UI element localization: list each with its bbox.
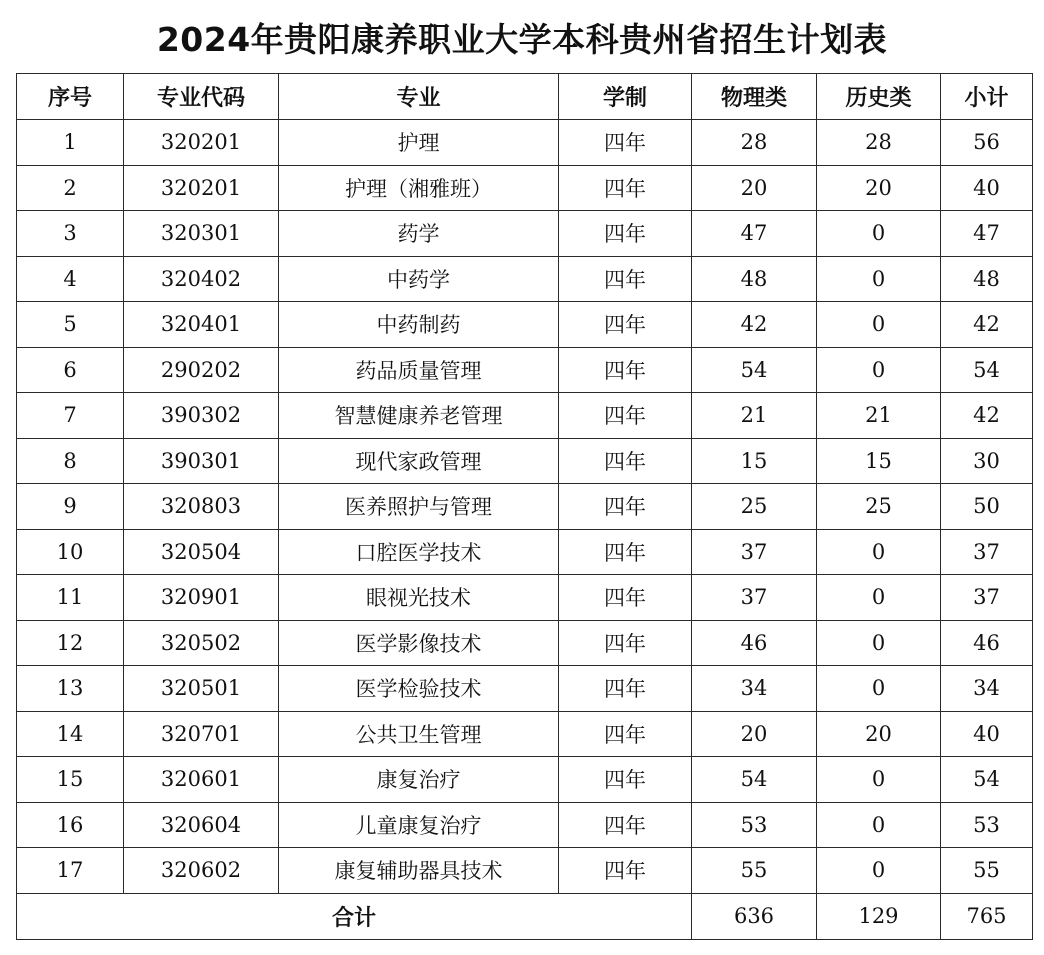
cell-major: 医学影像技术 xyxy=(279,620,559,666)
table-row xyxy=(17,120,1033,166)
cell-index: 14 xyxy=(17,711,124,757)
cell-duration: 四年 xyxy=(559,438,692,484)
total-label: 合计 xyxy=(17,893,692,939)
cell-index: 2 xyxy=(17,165,124,211)
cell-history: 0 xyxy=(817,256,941,302)
table-row xyxy=(17,711,1033,757)
cell-physics: 37 xyxy=(692,575,817,621)
total-history: 129 xyxy=(817,893,941,939)
cell-duration: 四年 xyxy=(559,393,692,439)
cell-duration: 四年 xyxy=(559,302,692,348)
cell-physics: 42 xyxy=(692,302,817,348)
header-physics: 物理类 xyxy=(692,74,817,120)
cell-index: 1 xyxy=(17,120,124,166)
page-title: 2024年贵阳康养职业大学本科贵州省招生计划表 xyxy=(156,20,888,59)
cell-index: 8 xyxy=(17,438,124,484)
enrollment-plan-table xyxy=(16,73,1033,940)
cell-index: 9 xyxy=(17,484,124,530)
cell-subtotal: 47 xyxy=(941,211,1033,257)
cell-major-code: 320201 xyxy=(124,165,279,211)
cell-history: 0 xyxy=(817,620,941,666)
cell-subtotal: 55 xyxy=(941,848,1033,894)
cell-duration: 四年 xyxy=(559,120,692,166)
cell-physics: 54 xyxy=(692,347,817,393)
cell-major-code: 320504 xyxy=(124,529,279,575)
cell-duration: 四年 xyxy=(559,711,692,757)
cell-history: 25 xyxy=(817,484,941,530)
cell-subtotal: 46 xyxy=(941,620,1033,666)
cell-duration: 四年 xyxy=(559,347,692,393)
cell-index: 13 xyxy=(17,666,124,712)
cell-duration: 四年 xyxy=(559,848,692,894)
cell-major-code: 320601 xyxy=(124,757,279,803)
cell-subtotal: 40 xyxy=(941,711,1033,757)
cell-major: 康复辅助器具技术 xyxy=(279,848,559,894)
cell-history: 0 xyxy=(817,666,941,712)
cell-history: 0 xyxy=(817,802,941,848)
cell-major-code: 320604 xyxy=(124,802,279,848)
cell-history: 20 xyxy=(817,165,941,211)
cell-duration: 四年 xyxy=(559,575,692,621)
cell-physics: 46 xyxy=(692,620,817,666)
header-major: 专业 xyxy=(279,74,559,120)
table-row xyxy=(17,620,1033,666)
cell-index: 4 xyxy=(17,256,124,302)
cell-subtotal: 37 xyxy=(941,575,1033,621)
table-row xyxy=(17,848,1033,894)
cell-major: 中药学 xyxy=(279,256,559,302)
cell-major-code: 320201 xyxy=(124,120,279,166)
cell-major: 护理（湘雅班） xyxy=(279,165,559,211)
cell-physics: 20 xyxy=(692,711,817,757)
cell-physics: 34 xyxy=(692,666,817,712)
cell-duration: 四年 xyxy=(559,620,692,666)
cell-history: 21 xyxy=(817,393,941,439)
cell-major-code: 320401 xyxy=(124,302,279,348)
cell-index: 5 xyxy=(17,302,124,348)
table-row xyxy=(17,347,1033,393)
cell-index: 10 xyxy=(17,529,124,575)
cell-major-code: 390302 xyxy=(124,393,279,439)
cell-history: 0 xyxy=(817,757,941,803)
table-row xyxy=(17,575,1033,621)
cell-subtotal: 50 xyxy=(941,484,1033,530)
table-row xyxy=(17,393,1033,439)
cell-major: 医学检验技术 xyxy=(279,666,559,712)
cell-duration: 四年 xyxy=(559,256,692,302)
cell-history: 0 xyxy=(817,529,941,575)
total-subtotal: 765 xyxy=(941,893,1033,939)
cell-physics: 54 xyxy=(692,757,817,803)
header-subtotal: 小计 xyxy=(941,74,1033,120)
header-major-code: 专业代码 xyxy=(124,74,279,120)
header-history: 历史类 xyxy=(817,74,941,120)
cell-major: 现代家政管理 xyxy=(279,438,559,484)
cell-subtotal: 30 xyxy=(941,438,1033,484)
cell-subtotal: 54 xyxy=(941,757,1033,803)
cell-major-code: 320501 xyxy=(124,666,279,712)
cell-subtotal: 42 xyxy=(941,302,1033,348)
cell-history: 28 xyxy=(817,120,941,166)
table-row xyxy=(17,484,1033,530)
cell-history: 0 xyxy=(817,848,941,894)
total-physics: 636 xyxy=(692,893,817,939)
table-row xyxy=(17,165,1033,211)
cell-major: 医养照护与管理 xyxy=(279,484,559,530)
total-row xyxy=(17,893,1033,939)
cell-major-code: 320502 xyxy=(124,620,279,666)
cell-physics: 53 xyxy=(692,802,817,848)
cell-physics: 37 xyxy=(692,529,817,575)
cell-major-code: 320701 xyxy=(124,711,279,757)
cell-index: 7 xyxy=(17,393,124,439)
table-row xyxy=(17,256,1033,302)
header-duration: 学制 xyxy=(559,74,692,120)
cell-index: 12 xyxy=(17,620,124,666)
cell-major-code: 320803 xyxy=(124,484,279,530)
cell-index: 3 xyxy=(17,211,124,257)
cell-index: 17 xyxy=(17,848,124,894)
cell-duration: 四年 xyxy=(559,484,692,530)
cell-major-code: 390301 xyxy=(124,438,279,484)
cell-major: 口腔医学技术 xyxy=(279,529,559,575)
cell-physics: 20 xyxy=(692,165,817,211)
cell-subtotal: 42 xyxy=(941,393,1033,439)
table-header-row xyxy=(17,74,1033,120)
cell-physics: 25 xyxy=(692,484,817,530)
cell-history: 20 xyxy=(817,711,941,757)
table-row xyxy=(17,757,1033,803)
cell-index: 6 xyxy=(17,347,124,393)
cell-duration: 四年 xyxy=(559,666,692,712)
cell-history: 15 xyxy=(817,438,941,484)
cell-major: 公共卫生管理 xyxy=(279,711,559,757)
cell-index: 16 xyxy=(17,802,124,848)
cell-major-code: 320402 xyxy=(124,256,279,302)
cell-physics: 55 xyxy=(692,848,817,894)
cell-major: 康复治疗 xyxy=(279,757,559,803)
cell-subtotal: 53 xyxy=(941,802,1033,848)
cell-history: 0 xyxy=(817,211,941,257)
cell-physics: 15 xyxy=(692,438,817,484)
cell-subtotal: 37 xyxy=(941,529,1033,575)
cell-duration: 四年 xyxy=(559,802,692,848)
table-row xyxy=(17,438,1033,484)
table-row xyxy=(17,211,1033,257)
cell-duration: 四年 xyxy=(559,529,692,575)
cell-physics: 47 xyxy=(692,211,817,257)
cell-subtotal: 56 xyxy=(941,120,1033,166)
table-row xyxy=(17,302,1033,348)
cell-major: 药品质量管理 xyxy=(279,347,559,393)
cell-subtotal: 40 xyxy=(941,165,1033,211)
cell-physics: 21 xyxy=(692,393,817,439)
cell-history: 0 xyxy=(817,575,941,621)
cell-history: 0 xyxy=(817,302,941,348)
table-body xyxy=(17,120,1033,894)
cell-major: 中药制药 xyxy=(279,302,559,348)
cell-subtotal: 54 xyxy=(941,347,1033,393)
cell-major-code: 320602 xyxy=(124,848,279,894)
cell-major: 护理 xyxy=(279,120,559,166)
cell-major-code: 320901 xyxy=(124,575,279,621)
cell-major-code: 320301 xyxy=(124,211,279,257)
table-row xyxy=(17,666,1033,712)
cell-major-code: 290202 xyxy=(124,347,279,393)
cell-index: 11 xyxy=(17,575,124,621)
cell-subtotal: 48 xyxy=(941,256,1033,302)
cell-major: 儿童康复治疗 xyxy=(279,802,559,848)
cell-major: 眼视光技术 xyxy=(279,575,559,621)
cell-physics: 48 xyxy=(692,256,817,302)
cell-duration: 四年 xyxy=(559,757,692,803)
cell-index: 15 xyxy=(17,757,124,803)
cell-history: 0 xyxy=(817,347,941,393)
cell-physics: 28 xyxy=(692,120,817,166)
cell-subtotal: 34 xyxy=(941,666,1033,712)
table-row xyxy=(17,529,1033,575)
cell-duration: 四年 xyxy=(559,211,692,257)
table-row xyxy=(17,802,1033,848)
cell-major: 药学 xyxy=(279,211,559,257)
cell-duration: 四年 xyxy=(559,165,692,211)
header-index: 序号 xyxy=(17,74,124,120)
cell-major: 智慧健康养老管理 xyxy=(279,393,559,439)
